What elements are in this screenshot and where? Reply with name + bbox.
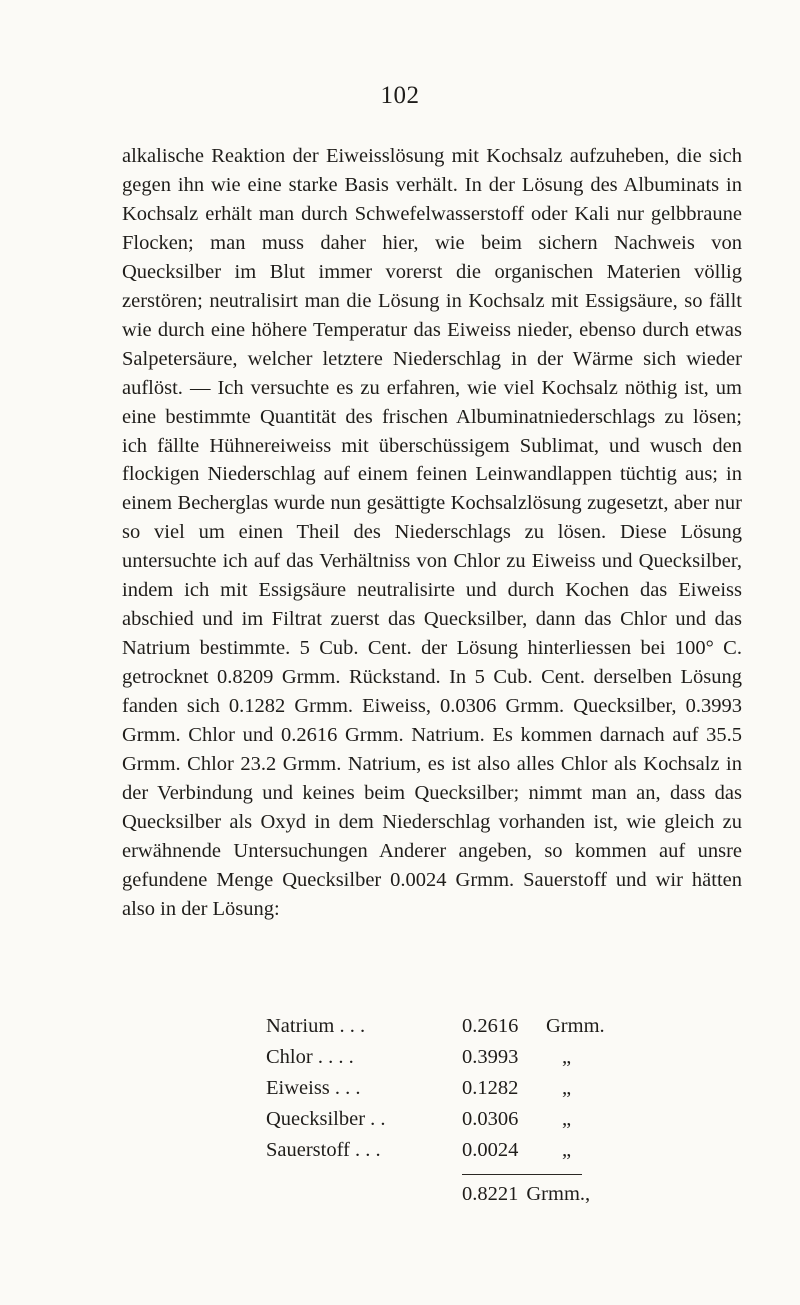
row-unit: „ [562,1046,572,1068]
row-label: Natrium . . . [266,1015,366,1037]
table-row [266,1135,605,1166]
row-value: 0.0306 [462,1108,519,1130]
row-unit: „ [562,1139,572,1161]
total-unit: Grmm., [526,1183,591,1205]
table-row [266,1073,605,1104]
row-label: Sauerstoff . . . [266,1139,381,1161]
row-label: Chlor . . . . [266,1046,354,1068]
table-row [266,1104,605,1135]
row-unit: „ [562,1077,572,1099]
row-value: 0.1282 [462,1077,519,1099]
row-value: 0.3993 [462,1046,519,1068]
total-value: 0.8221 [462,1183,519,1205]
row-label: Eiweiss . . . [266,1077,361,1099]
row-label: Quecksilber . . [266,1108,386,1130]
sum-divider [462,1174,582,1175]
page-number: 102 [380,82,420,109]
table-row [266,1042,605,1073]
sum-total [462,1183,590,1206]
body-paragraph: alkalische Reaktion der Eiweisslösung mit Kochsalz aufzuheben, die sich gegen ihn wie eine starke Basis verhält. In der Lösung des Albuminats in Kochsalz erhält man durch Schwefelwasserstoff oder Kali nur gelbbraune Flocken; man muss daher hier, wie beim sichern Nachweis von Quecksilber im Blut immer vorerst die organischen Materien völlig zerstören; neutralisirt man die Lösung in Kochsalz mit Essigsäure, so fällt wie durch eine höhere Temperatur das Eiweiss nieder, ebenso durch etwas Salpetersäure, welcher letztere Niederschlag in der Wärme sich wieder auflöst. — Ich versuchte es zu erfahren, wie viel Kochsalz nöthig ist, um eine bestimmte Quantität des frischen Albuminatniederschlags zu lösen; ich fällte Hühnereiweiss mit überschüssigem Sublimat, und wusch den flockigen Niederschlag auf einem feinen Leinwandlappen tüchtig aus; in einem Becherglas wurde nun gesättigte Kochsalzlösung zugesetzt, aber nur so viel um einen Theil des Niederschlags zu lösen. Diese Lösung untersuchte ich auf das Verhältniss von Chlor zu Eiweiss und Quecksilber, indem ich mit Essigsäure neutralisirte und durch Kochen das Eiweiss abschied und im Filtrat zuerst das Quecksilber, dann das Chlor und das Natrium bestimmte. 5 Cub. Cent. der Lösung hinterliessen bei 100° C. getrocknet 0.8209 Grmm. Rückstand. In 5 Cub. Cent. derselben Lösung fanden sich 0.1282 Grmm. Eiweiss, 0.0306 Grmm. Quecksilber, 0.3993 Grmm. Chlor und 0.2616 Grmm. Natrium. Es kommen darnach auf 35.5 Grmm. Chlor 23.2 Grmm. Natrium, es ist also alles Chlor als Kochsalz in der Verbindung und keines beim Quecksilber; nimmt man an, dass das Quecksilber als Oxyd in dem Niederschlag vorhanden ist, wie gleich zu erwähnende Untersuchungen Anderer angeben, so kommen auf unsre gefundene Menge Quecksilber 0.0024 Grmm. Sauerstoff und wir hätten also in der Lösung: [122,145,742,920]
composition-table [266,1011,605,1166]
row-value: 0.0024 [462,1139,519,1161]
table-row [266,1011,605,1042]
row-value: 0.2616 [462,1015,519,1037]
row-unit: Grmm. [546,1015,605,1037]
row-unit: „ [562,1108,572,1130]
